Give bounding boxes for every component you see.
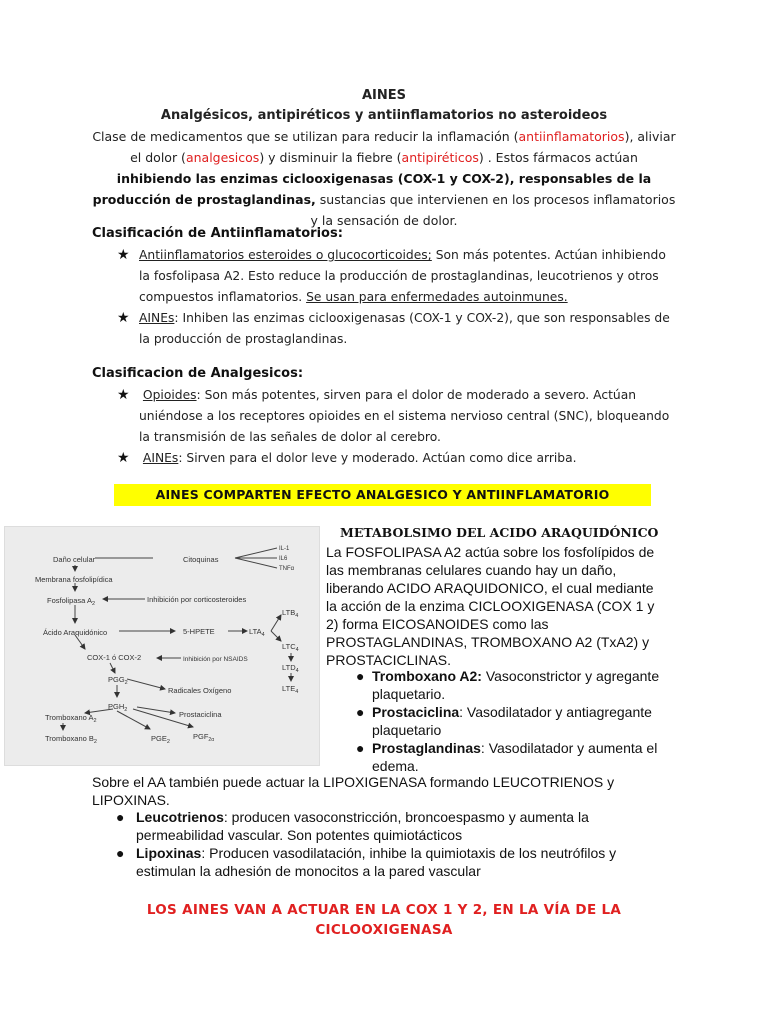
bullet-icon: ● [116,809,125,825]
page-title: AINES [361,88,407,103]
final-note: LOS AINES VAN A ACTUAR EN LA COX 1 Y 2, EN LA VÍA DE LA CICLOOXIGENASA [146,902,622,938]
diagram-membrana: Membrana fosfolipídica [35,575,113,584]
diagram-tnf: TNFα [279,566,295,572]
term-antiinflamatorios: antiinflamatorios [518,129,625,144]
metabolismo-paragraph: La FOSFOLIPASA A2 actúa sobre los fosfolípidos de las membranas celulares cuando hay un daño, liberando ACIDO ARAQUIDONICO, el cual mediante la acción de la enzima CICLOOXIGENASA (COX 1 y 2) forma EICOSANOIDES como las PROSTAGLANDINAS, TROMBOXANO A2 (TxA2) y PROSTACICLINAS. [326,544,655,668]
page-subtitle: Analgésicos, antipiréticos y antiinflamatorios no asteroideos [160,108,608,123]
lipoxigenasa-list [92,808,672,880]
star-bullet-icon: ★ [117,450,130,466]
diagram-lte: $LTE_4$ [282,684,299,695]
diagram-radicales: Radicales Oxígeno [168,686,232,695]
list-item: ★ AINEs: Inhiben las enzimas ciclooxigenasas (COX-1 y COX-2), que son responsables de la producción de prostaglandinas. [117,310,670,346]
diagram-cox: COX-1 ó COX-2 [87,653,142,662]
list-item: ● Lipoxinas: Producen vasodilatación, inhibe la quimiotaxis de los neutrófilos y estimulan la adhesión de monocitos a la pared vascular [116,845,617,879]
diagram-ltd: $LTD_4$ [282,663,299,674]
diagram-prostaciclina: Prostaciclina [179,710,222,719]
diagram-inh-cortico: Inhibición por corticosteroides [147,595,247,604]
bullet-icon: ● [116,845,125,861]
diagram-ltb: $LTB_4$ [282,608,299,619]
list-item: ● Leucotrienos: producen vasoconstricción, broncoespasmo y aumenta la permeabilidad vascular. Son potentes quimiotácticos [116,809,589,843]
arachidonic-acid-diagram [4,526,320,766]
diagram-inh-nsaids: Inhibición por NSAIDS [183,656,248,663]
metabolismo-list [326,667,666,775]
intro-paragraph: Clase de medicamentos que se utilizan para reducir la inflamación (antiinflamatorios), aliviar el dolor (analgesicos) y disminuir la fiebre (antipiréticos) . Estos fármacos actúan inhibiendo las enzimas ciclooxigenasas (COX-1 y COX-2), responsables de la producción de prostaglandinas, sustancias que intervienen en los procesos inflamatorios y la sensación de dolor. [92,129,676,228]
diagram-il6: IL6 [279,556,288,562]
heading-analgesicos: Clasificacion de Analgesicos: [92,366,304,381]
bullet-icon: ● [356,704,365,720]
diagram-pgg: $PGG_2$ [108,675,128,686]
diagram-pge: $PGE_2$ [151,734,170,745]
highlight-banner: AINES COMPARTEN EFECTO ANALGESICO Y ANTIINFLAMATORIO [114,484,651,506]
bullet-icon: ● [356,668,365,684]
diagram-citoquinas: Citoquinas [183,555,219,564]
diagram-pgf: $PGF_{2\alpha}$ [193,732,215,743]
list-item: ● Tromboxano A2: Vasoconstrictor y agregante plaquetario. [356,668,660,702]
heading-antiinflamatorios: Clasificación de Antiinflamatorios: [92,226,343,241]
diagram-dano-celular: Daño celular [53,555,96,564]
diagram-fosfolipasa: Fosfolipasa $A_2$ [47,596,96,607]
metabolismo-title: METABOLSIMO DEL ACIDO ARAQUIDÓNICO [340,525,659,540]
diagram-svg [5,527,319,765]
list-item: ● Prostaciclina: Vasodilatador y antiagregante plaquetario [356,704,652,738]
list-antiinflamatorios [117,245,677,350]
lipoxigenasa-paragraph: Sobre el AA también puede actuar la LIPOXIGENASA formando LEUCOTRIENOS y LIPOXINAS. [92,774,615,808]
term-analgesicos: analgesicos [185,150,260,165]
diagram-il1: IL-1 [279,546,290,552]
diagram-hpete: 5-HPETE [183,627,215,636]
list-analgesicos [117,385,677,469]
bullet-icon: ● [356,740,365,756]
diagram-ltc: $LTC_4$ [282,642,299,653]
diagram-acido: Ácido Araquidónico [43,628,108,637]
star-bullet-icon: ★ [117,310,130,326]
diagram-pgh: $PGH_2$ [108,702,128,713]
list-item: ★ AINEs: Sirven para el dolor leve y moderado. Actúan como dice arriba. [117,448,677,469]
diagram-tromboxano-b: Tromboxano $B_2$ [45,734,97,745]
list-item: ★ Opioides: Son más potentes, sirven para el dolor de moderado a severo. Actúan uniéndose a los receptores opioides en el sistema nervioso central (SNC), bloqueando la transmisión de las señales de dolor al cerebro. [117,387,670,444]
list-item: ● Prostaglandinas: Vasodilatador y aumenta el edema. [356,740,658,774]
diagram-tromboxano-a: Tromboxano $A_2$ [45,713,97,724]
list-item: ★ Antiinflamatorios esteroides o glucocorticoides; Son más potentes. Actúan inhibiendo la fosfolipasa A2. Esto reduce la producción de prostaglandinas, leucotrienos y otros compuestos inflamatorios. Se usan para enfermedades autoinmunes. [117,247,666,304]
intro-bold: inhibiendo las enzimas ciclooxigenasas (COX-1 y COX-2), responsables de la producción de prostaglandinas, [92,171,652,207]
term-antipireticos: antipiréticos [401,150,479,165]
star-bullet-icon: ★ [117,247,130,263]
diagram-lta: $LTA_4$ [249,627,265,638]
star-bullet-icon: ★ [117,387,130,403]
